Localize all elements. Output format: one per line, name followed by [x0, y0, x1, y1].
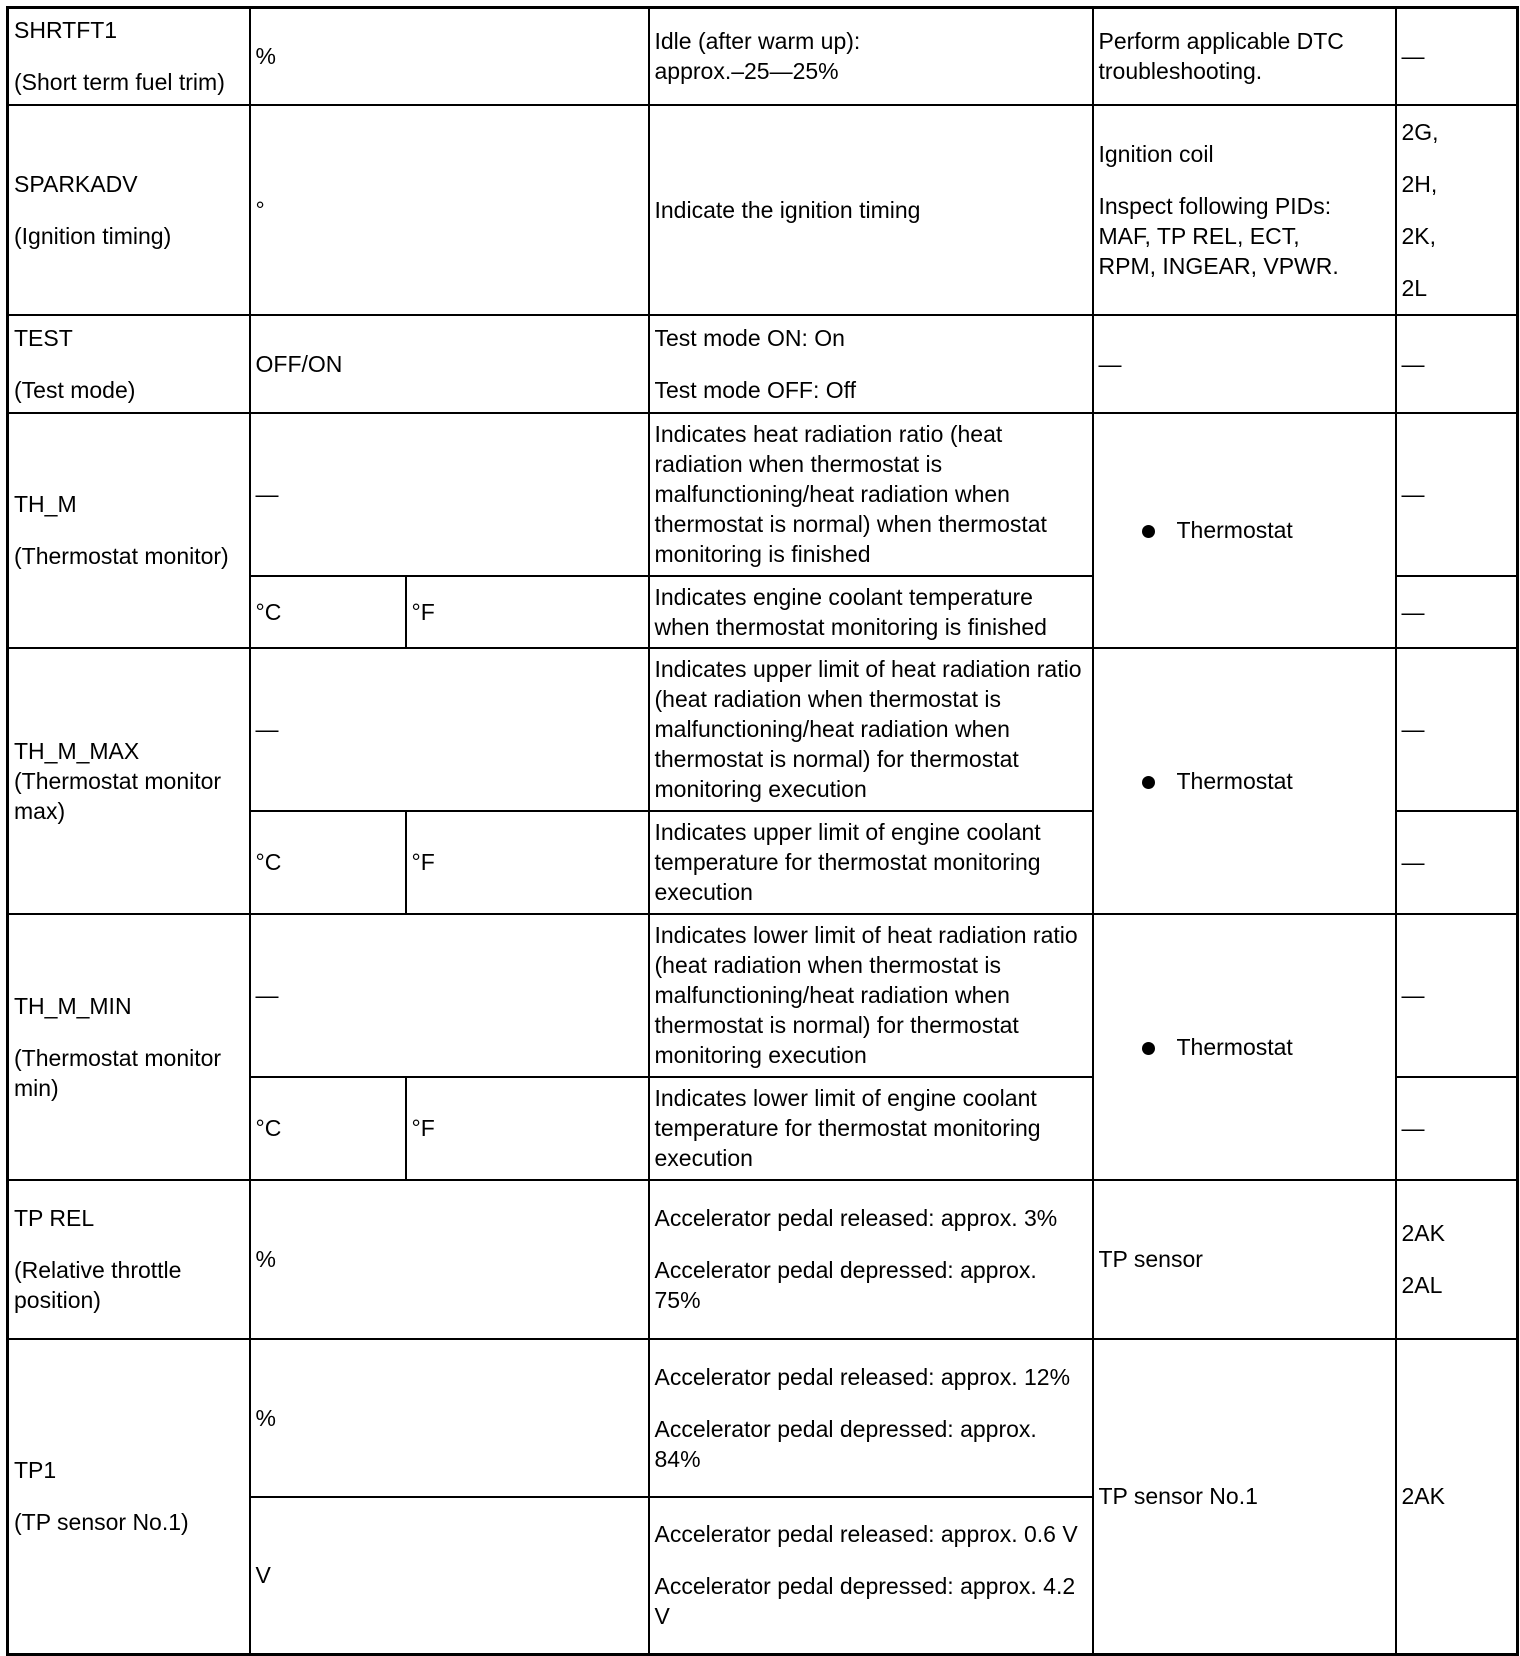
pid-name: TP REL: [14, 1205, 95, 1231]
pid-description: (Thermostat monitor max): [14, 767, 222, 824]
pid-cell: [8, 1180, 250, 1339]
pid-description: (Test mode): [14, 376, 136, 403]
condition-cell: [649, 1180, 1093, 1339]
table-row-th-m: [8, 413, 1518, 576]
action-text: Thermostat: [1176, 1033, 1293, 1060]
terminal-code: 2G,: [1401, 118, 1439, 145]
unit-cell: —: [250, 914, 649, 1077]
table-row-sparkadv: [8, 105, 1518, 315]
unit-cell: °: [250, 105, 649, 315]
pid-cell: [8, 315, 250, 413]
table-row-shrtft1: [8, 8, 1518, 105]
unit-fahrenheit-cell: °F: [406, 576, 649, 648]
condition-cell: [649, 315, 1093, 413]
pid-name: TH_M_MAX: [14, 737, 140, 764]
action-line: MAF, TP REL, ECT,: [1098, 222, 1300, 249]
terminal-cell: [1396, 1180, 1518, 1339]
unit-cell: %: [250, 8, 649, 105]
action-cell: [1093, 105, 1396, 315]
bullet-icon: [1142, 1042, 1155, 1055]
action-line: Inspect following PIDs:: [1098, 192, 1332, 219]
terminal-code: 2AL: [1401, 1272, 1443, 1298]
action-cell: [1093, 914, 1396, 1180]
terminal-cell: [1396, 105, 1518, 315]
pid-description: (TP sensor No.1): [14, 1509, 189, 1536]
pid-cell: [8, 8, 250, 105]
pid-monitor-table: [6, 6, 1519, 1656]
terminal-code: 2K,: [1401, 222, 1437, 249]
terminal-code: 2AK: [1401, 1220, 1445, 1246]
action-cell: [1093, 8, 1396, 105]
condition-cell: Indicate the ignition timing: [649, 105, 1093, 315]
table-row-th-m-min: [8, 914, 1518, 1077]
condition-line: approx.–25—25%: [654, 58, 839, 85]
unit-fahrenheit-cell: °F: [406, 811, 649, 914]
bullet-icon: [1142, 776, 1155, 789]
terminal-cell: 2AK: [1396, 1339, 1518, 1655]
unit-cell: %: [250, 1339, 649, 1497]
table-row-test: [8, 315, 1518, 413]
pid-description: (Relative throttle position): [14, 1257, 182, 1313]
action-text: Thermostat: [1176, 517, 1293, 543]
unit-celsius-cell: °C: [250, 576, 406, 648]
unit-fahrenheit-cell: °F: [406, 1077, 649, 1180]
table-row-tp1: [8, 1339, 1518, 1497]
action-cell: TP sensor No.1: [1093, 1339, 1396, 1655]
unit-cell: —: [250, 413, 649, 576]
action-title: Ignition coil: [1098, 140, 1214, 167]
condition-cell: [649, 1339, 1093, 1497]
terminal-cell: —: [1396, 811, 1518, 914]
condition-line: Accelerator pedal released: approx. 0.6 V: [654, 1521, 1078, 1548]
pid-name: SHRTFT1: [14, 17, 118, 44]
pid-description: (Short term fuel trim): [14, 69, 225, 96]
pid-cell: [8, 105, 250, 315]
unit-cell: OFF/ON: [250, 315, 649, 413]
terminal-cell: —: [1396, 914, 1518, 1077]
condition-line: Test mode OFF: Off: [654, 376, 857, 403]
action-line: Perform applicable DTC: [1098, 28, 1344, 55]
terminal-cell: —: [1396, 315, 1518, 413]
pid-table-sheet: [6, 6, 1519, 1656]
pid-description: (Thermostat monitor): [14, 543, 229, 569]
action-cell: —: [1093, 315, 1396, 413]
condition-line: Accelerator pedal depressed: approx. 75%: [654, 1257, 1037, 1313]
pid-cell: [8, 413, 250, 648]
condition-line: Accelerator pedal depressed: approx. 4.2 V: [654, 1573, 1076, 1630]
action-line: troubleshooting.: [1098, 58, 1263, 85]
table-row-tp-rel: [8, 1180, 1518, 1339]
condition-cell: [649, 8, 1093, 105]
pid-name: SPARKADV: [14, 170, 138, 197]
unit-cell: V: [250, 1497, 649, 1655]
pid-cell: [8, 1339, 250, 1655]
terminal-cell: —: [1396, 576, 1518, 648]
pid-name: TEST: [14, 324, 73, 351]
terminal-cell: —: [1396, 648, 1518, 811]
action-cell: TP sensor: [1093, 1180, 1396, 1339]
condition-cell: [649, 1497, 1093, 1655]
unit-celsius-cell: °C: [250, 1077, 406, 1180]
condition-line: Test mode ON: On: [654, 324, 845, 351]
terminal-cell: —: [1396, 1077, 1518, 1180]
condition-cell: Indicates lower limit of engine coolant temperature for thermostat monitoring execution: [649, 1077, 1093, 1180]
terminal-code: 2L: [1401, 274, 1428, 301]
condition-cell: Indicates engine coolant temperature when thermostat monitoring is finished: [649, 576, 1093, 648]
condition-cell: Indicates upper limit of heat radiation ratio (heat radiation when thermostat is malfunctioning/heat radiation when thermostat is normal) for thermostat monitoring execution: [649, 648, 1093, 811]
condition-cell: Indicates upper limit of engine coolant temperature for thermostat monitoring execution: [649, 811, 1093, 914]
condition-line: Idle (after warm up):: [654, 28, 861, 55]
action-line: RPM, INGEAR, VPWR.: [1098, 252, 1339, 279]
terminal-cell: —: [1396, 8, 1518, 105]
pid-name: TH_M_MIN: [14, 992, 132, 1019]
table-row-th-m-max: [8, 648, 1518, 811]
pid-name: TP1: [14, 1457, 57, 1484]
terminal-code: 2H,: [1401, 170, 1438, 197]
action-cell: [1093, 648, 1396, 914]
pid-description: (Ignition timing): [14, 222, 172, 249]
condition-line: Accelerator pedal released: approx. 12%: [654, 1363, 1071, 1390]
condition-cell: Indicates lower limit of heat radiation ratio (heat radiation when thermostat is malfunctioning/heat radiation when thermostat is normal) for thermostat monitoring execution: [649, 914, 1093, 1077]
pid-name: TH_M: [14, 491, 77, 517]
pid-cell: [8, 914, 250, 1180]
unit-celsius-cell: °C: [250, 811, 406, 914]
unit-cell: —: [250, 648, 649, 811]
condition-cell: Indicates heat radiation ratio (heat radiation when thermostat is malfunctioning/heat radiation when thermostat is normal) when thermostat monitoring is finished: [649, 413, 1093, 576]
unit-cell: %: [250, 1180, 649, 1339]
condition-line: Accelerator pedal released: approx. 3%: [654, 1205, 1058, 1231]
bullet-icon: [1142, 525, 1155, 538]
terminal-cell: —: [1396, 413, 1518, 576]
action-cell: [1093, 413, 1396, 648]
action-text: Thermostat: [1176, 767, 1293, 794]
pid-cell: [8, 648, 250, 914]
condition-line: Accelerator pedal depressed: approx. 84%: [654, 1415, 1037, 1472]
pid-description: (Thermostat monitor min): [14, 1044, 222, 1101]
